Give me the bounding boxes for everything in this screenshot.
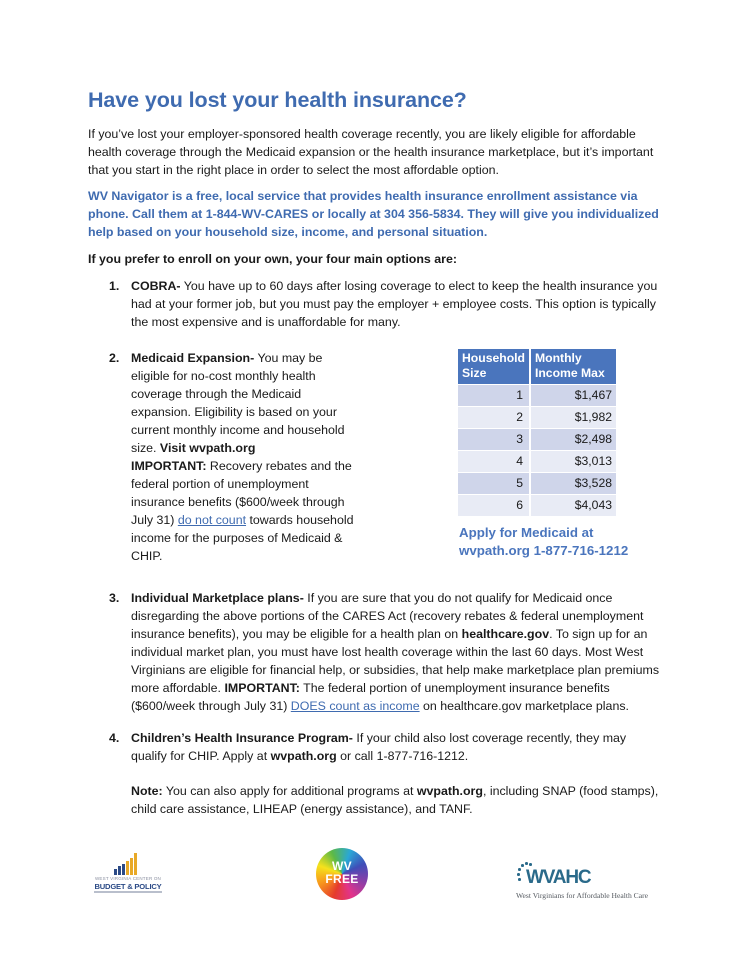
option-heading: Children’s Health Insurance Program- bbox=[131, 731, 353, 745]
table-row bbox=[458, 406, 616, 428]
table-row bbox=[458, 384, 616, 406]
logo-dot bbox=[529, 863, 532, 866]
household-size-cell: 5 bbox=[458, 472, 530, 494]
logo-dot bbox=[517, 873, 520, 876]
household-size-cell: 1 bbox=[458, 384, 530, 406]
logo-bar bbox=[126, 861, 129, 875]
logo-org-line: WEST VIRGINIA CENTER ON bbox=[94, 876, 162, 881]
logo-tagline-bar bbox=[94, 891, 162, 893]
wv-free-text bbox=[316, 860, 368, 886]
option-body bbox=[131, 349, 354, 565]
logo-org-name: BUDGET & POLICY bbox=[94, 882, 162, 891]
table-row bbox=[458, 494, 616, 516]
option-heading: COBRA- bbox=[131, 279, 181, 293]
visit-wvpath: Visit wvpath.org bbox=[159, 441, 256, 455]
option-text-2: or call 1-877-716-1212. bbox=[336, 749, 469, 763]
wv-free-line2: FREE bbox=[325, 872, 359, 886]
important-text: The federal portion of unemployment insurance benefits ($600/week through July 31) bbox=[131, 681, 610, 713]
income-max-cell: $3,013 bbox=[530, 450, 616, 472]
header-monthly-income-max: Monthly Income Max bbox=[530, 349, 616, 384]
important-tail: towards household income for the purposes of Medicaid & CHIP. bbox=[131, 513, 354, 563]
option-text-2: . To sign up for an individual market plan, you must have lost health coverage within the last 60 days. Most West Virginians are eligible for financial help, or subsidies, that help make marketplace plan premiums more affordable. bbox=[131, 627, 660, 695]
wv-free-logo bbox=[316, 848, 368, 900]
important-tail: on healthcare.gov marketplace plans. bbox=[419, 699, 629, 713]
household-size-cell: 2 bbox=[458, 406, 530, 428]
wvahc-logo bbox=[516, 862, 661, 902]
income-max-cell: $1,467 bbox=[530, 384, 616, 406]
logo-dot bbox=[518, 878, 521, 881]
income-max-cell: $2,498 bbox=[530, 428, 616, 450]
healthcare-gov: healthcare.gov bbox=[461, 627, 550, 641]
do-not-count-link[interactable]: do not count bbox=[177, 513, 247, 527]
logo-bar bbox=[118, 866, 121, 875]
wvahc-tagline: West Virginians for Affordable Health Care bbox=[516, 891, 648, 900]
wvahc-name: WVAHC bbox=[526, 867, 591, 888]
note-text-2: , including SNAP (food stamps), child care assistance, LIHEAP (energy assistance), and TANF. bbox=[131, 784, 659, 816]
logo-dot bbox=[525, 862, 528, 865]
option-text: You may be eligible for no-cost monthly health coverage through the Medicaid expansion. Eligibility is based on your current monthly income and household size. bbox=[131, 351, 345, 455]
option-text: If your child also lost coverage recently, they may qualify for CHIP. Apply at bbox=[131, 731, 627, 763]
income-max-cell: $1,982 bbox=[530, 406, 616, 428]
list-number: 1. bbox=[109, 279, 120, 293]
table-row bbox=[458, 450, 616, 472]
logo-dot bbox=[521, 864, 524, 867]
important-text: Recovery rebates and the federal portion of unemployment insurance benefits ($600/week through July 31) bbox=[131, 459, 352, 527]
option-body bbox=[131, 729, 661, 765]
option-text: You have up to 60 days after losing coverage to elect to keep the health insurance you had at your former job, but you must pay the employer + employee costs. This option is typically the most expensive and is unaffordable for many. bbox=[131, 279, 658, 329]
navigator-callout: WV Navigator is a free, local service that provides health insurance enrollment assistance via phone. Call them at 1-844-WV-CARES or locally at 304 356-5834. They will give you individualized help based on your household size, income, and personal situation. bbox=[88, 189, 659, 239]
table-header-row bbox=[458, 349, 616, 384]
logo-bar bbox=[114, 869, 117, 875]
logo-bar bbox=[134, 853, 137, 875]
note-label: Note: bbox=[131, 784, 163, 798]
logo-dot bbox=[518, 868, 521, 871]
intro-paragraph: If you’ve lost your employer-sponsored health coverage recently, you are likely eligible for affordable health coverage through the Medicaid expansion or the health insurance marketplace, but it’s important that you start in the right place in order to select the most affordable option. bbox=[88, 127, 654, 177]
logo-bar bbox=[130, 858, 133, 875]
option-text: If you are sure that you do not qualify for Medicaid once disregarding the above portions of the CARES Act (recovery rebates & federal unemployment insurance benefits), you may be eligible for a health plan on bbox=[131, 591, 644, 641]
list-number: 3. bbox=[109, 591, 120, 605]
table-row bbox=[458, 428, 616, 450]
important-label: IMPORTANT: bbox=[224, 681, 300, 695]
budget-policy-logo bbox=[88, 853, 168, 898]
logo-bar bbox=[122, 864, 125, 875]
bar-chart-icon bbox=[114, 853, 140, 875]
does-count-as-income-link[interactable]: DOES count as income bbox=[290, 699, 420, 713]
household-size-cell: 4 bbox=[458, 450, 530, 472]
note-text: You can also apply for additional programs at bbox=[162, 784, 417, 798]
important-label: IMPORTANT: bbox=[131, 459, 207, 473]
table-row bbox=[458, 472, 616, 494]
additional-programs-note bbox=[131, 782, 661, 818]
list-number: 4. bbox=[109, 731, 120, 745]
option-body bbox=[131, 277, 661, 331]
option-heading: Medicaid Expansion- bbox=[131, 351, 255, 365]
option-body bbox=[131, 589, 661, 715]
household-size-cell: 6 bbox=[458, 494, 530, 516]
header-household-size: Household Size bbox=[458, 349, 530, 384]
household-size-cell: 3 bbox=[458, 428, 530, 450]
page-title: Have you lost your health insurance? bbox=[88, 88, 467, 112]
wvpath-site: wvpath.org bbox=[270, 749, 337, 763]
option-heading: Individual Marketplace plans- bbox=[131, 591, 304, 605]
list-number: 2. bbox=[109, 351, 120, 365]
apply-medicaid-callout: Apply for Medicaid at wvpath.org 1-877-716-1212 bbox=[459, 525, 629, 558]
note-wvpath: wvpath.org bbox=[416, 784, 483, 798]
options-heading: If you prefer to enroll on your own, your four main options are: bbox=[88, 252, 457, 266]
income-limit-table bbox=[458, 349, 616, 516]
wv-free-line1: WV bbox=[332, 859, 352, 873]
income-max-cell: $4,043 bbox=[530, 494, 616, 516]
income-max-cell: $3,528 bbox=[530, 472, 616, 494]
